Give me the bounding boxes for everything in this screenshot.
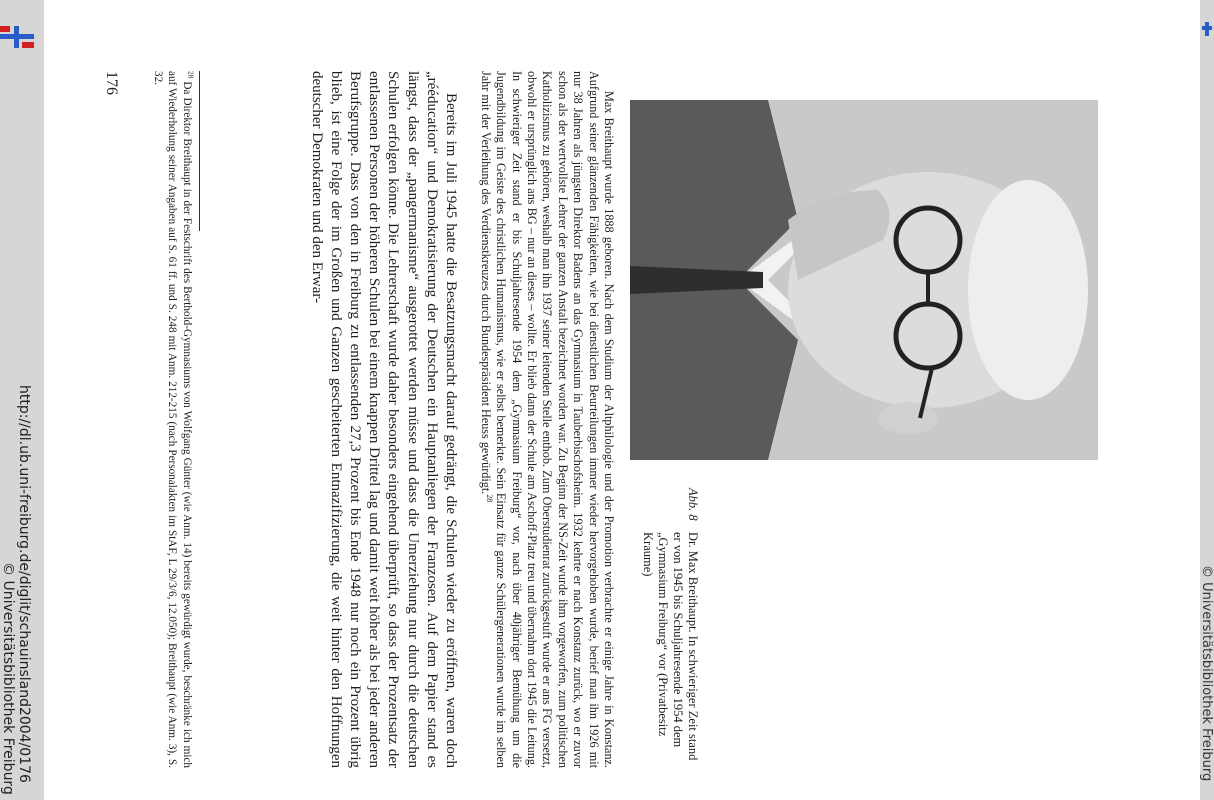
portrait-illustration [630, 100, 1098, 460]
footnote-divider [199, 71, 200, 231]
copyright-notice: © Universitätsbibliothek Freiburg [0, 562, 16, 795]
footnote [151, 71, 195, 768]
footnote-number: 28 [186, 71, 195, 79]
figure-caption [640, 488, 700, 768]
library-logo-icon [0, 26, 34, 48]
footnote-text: Da Direktor Breithaupt in der Festschrift des Berthold-Gymnasiums von Wolfgang Günter (wie Anm. 14) bereits gewürdigt wurde, beschränke ich mich auf Wiederholung seiner Angaben auf S. 61 ff. und S. 248 mit Anm. 212-215 (nach Personalakten im StAF, L 29/3/6, 12.050); Breithaupt (wie Anm. 3), S. 32. [152, 71, 193, 769]
body-paragraph-2: Bereits im Juli 1945 hatte die Besatzungsmacht darauf gedrängt, die Schulen wieder zu eröffnen, waren doch „rééducation“ und Demokratisierung der Deutschen ein Hauptanliegen der Franzosen. Auf dem Papier stand es längst, dass der „pangermanisme“ ausgerottet werden müsse und dass die Umerziehung nur durch die deutschen Schulen erfolgen könne. Die Lehrerschaft wurde daher besonders eingehend überprüft, so dass der Prozentsatz der entlassenen Personen der höheren Schulen bei einem knappen Drittel lag und damit weit höher als bei jeder anderen Berufsgruppe. Dass von den in Freiburg zu entlassenden 27,3 Prozent bis Ende 1948 nur noch ein Prozent übrig blieb, ist eine Folge der im Großen und Ganzen gescheiterten Entnazifizierung, die weit hinter den Hoffnungen deutscher Demokraten und den Erwar- [308, 71, 459, 768]
figure-caption-text: Dr. Max Breithaupt. In schwieriger Zeit stand er von 1945 bis Schuljahresende 1954 dem „Gymnasium Freiburg“ vor (Privatbesitz Kraume) [641, 532, 700, 761]
paragraph-1-text: Max Breithaupt wurde 1888 geboren. Nach dem Studium der Altphilologie und der Promotion verbrachte er einige Jahre in Konstanz. Aufgrund seiner glänzenden Fähigkeiten, wie bei dienstlichen Beurteilungen immer wieder hervorgehoben wurde, berief man ihn 1926 mit nur 38 Jahren als jüngsten Direktor Badens an das Gymnasium in Tauberbischofsheim. 1932 kehrte er nach Konstanz zurück, wo er zuvor schon als der wertvollste Lehrer der ganzen Anstalt bezeichnet worden war. Zu Beginn der NS-Zeit wurde ihm vorgeworfen, zum politischen Katholizismus zu gehören, weshalb man ihn 1937 seiner leitenden Stelle enthob. Zum Oberstudienrat zurückgestuft wurde er ans FG versetzt, obwohl er ursprünglich ans BG – nur an dieses – wollte. Er blieb dann der Schule am Aschoff-Platz treu und übernahm dort 1945 die Leitung. In schwieriger Zeit stand er bis Schuljahresende 1954 dem „Gymnasium Freiburg“ vor, nach über 40jähriger Bemühung um die Jugendbildung im Geiste des christlichen Humanismus, wie er selbst bemerkte. Sein Einsatz für ganze Schülergenerationen wurde im selben Jahr mit der Verleihung des Verdienstkreuzes durch Bundespräsident Heuss gewürdigt. [478, 71, 616, 768]
source-url[interactable]: http://dl.ub.uni-freiburg.de/diglit/schauinsland2004/0176 [16, 385, 32, 783]
portrait-photo [630, 100, 1098, 460]
page-number: 176 [103, 71, 120, 95]
library-logo-small-icon [1202, 22, 1212, 36]
right-copyright-notice: © Universitätsbibliothek Freiburg [1199, 565, 1214, 782]
figure-label: Abb. 8 [686, 488, 700, 521]
footnote-ref[interactable]: 28 [484, 494, 494, 503]
figure [630, 100, 1098, 460]
body-paragraph-1 [477, 71, 616, 768]
document-page [90, 68, 1100, 768]
